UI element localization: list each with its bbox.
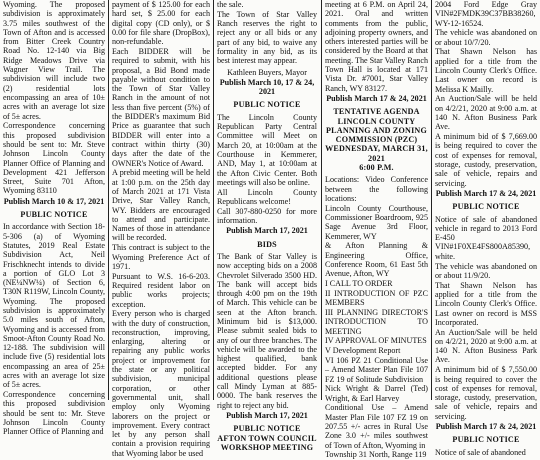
correspondence-paragraph: Correspondence concerning this proposed subdivision should be sent to: Mr. Steve Johnson Lincoln County Planner Office of Planning and Development 421 Jefferson Street, Suite 701 Afton, Wyoming 83110 <box>3 121 105 196</box>
notice-text: The vehicle was abandoned on or about 10/7/20. <box>435 28 537 47</box>
vehicle-description: 2004 Ford Edge Gray VIN#2FMDK39C37BB38260, WY-12-16524. <box>435 0 537 28</box>
notice-text: Call 307-880-0250 for more information. <box>217 206 317 226</box>
agenda-item: IV APPROVAL OF MINUTES <box>325 336 427 346</box>
subdivision-notice-body: Wyoming. The proposed subdivision is approximately 3.75 miles southwest of the Town of Afton and is accessed from Bitter Creek Country Road No. 12-140 via Big Ridge Meadows Drive via Wagner View Trail. The subdivision will include two (2) residential lots encompassing an area of 10± acres with an average lot size of 5± acres. <box>3 0 105 121</box>
notice-text: A minimum bid of $ 7,669.00 is being required to cover the cost of expenses for removal, storage, custody, preservation, sale of vehicle, repairs and servicing. <box>435 132 537 188</box>
subdivision-notice-body: In accordance with Section 18-5-306 (a) of Wyoming Statutes, 2019 Real Estate Subdivision Act, Neil Frischknecht intends to divide a portion of GLO Lot 3 (NE¼NW¼) of Section 6, T30N R119W, Lincoln County, Wyoming. The proposed subdivision is approximately 5.0 miles south of Afton, Wyoming and is accessed from Smoot-Afton County Road No. 12-188. The subdivision will include five (5) residential lots encompassing an area of 25± acres with an average lot size of 5± acres. <box>3 222 105 390</box>
agenda-item: III PLANNING DIRECTOR'S INTRODUCTION TO MEETING <box>325 308 428 336</box>
publish-dates: Publish March 17 & 24, 2021 <box>435 422 537 432</box>
agenda-text: Lincoln County Courthouse, Commissioner Boardroom, 925 Sage Avenue 3rd Floor, Kemmerer, WY <box>325 203 428 241</box>
agenda-text: Locations: Video Conference between the following locations: <box>325 175 428 203</box>
column-5 <box>435 0 537 457</box>
notice-text: An Auction/Sale will be held on 4/2/21, 2020 at 9:00 a.m. at 140 N. Afton Business Park Ave. <box>435 327 537 365</box>
column-4 <box>325 0 428 460</box>
agenda-heading: TENTATIVE AGENDA LINCOLN COUNTY PLANNING AND ZONING COMMISSION (PZC) WEDNESDAY, MARCH 31, 2021 6:00 P.M. <box>325 107 428 173</box>
notice-heading: BIDS <box>257 239 277 249</box>
column-divider <box>431 0 432 400</box>
notice-heading: PUBLIC NOTICE <box>452 435 520 445</box>
agenda-item: I CALL TO ORDER <box>325 279 393 289</box>
notice-heading: PUBLIC NOTICE <box>452 202 520 212</box>
vehicle-description: Notice of sale of abandoned vehicle in regard to 2013 Ford E-450 VIN#1F0XE4FS800A85390, white. <box>435 214 537 261</box>
publish-dates: Publish March 17 & 24, 2021 <box>435 188 537 198</box>
notice-text: The Bank of Star Valley is now accepting bids on a 2008 Chevrolet Silverado 3500 HD. The bank will accept bids through 4:00 pm on the 19th of March. This vehicle can be seen at the Afton branch. Minimum bid is $13,000. Please submit sealed bids to any of our three branches. The vehicle will be awarded to the highest qualified, bank accepted bidder. For any additional questions please call Mindy Lyman at 885-0000. The bank reserves the right to reject any bid. <box>217 251 317 410</box>
notice-text: The Town of Star Valley Ranch reserves the right to reject any or all bids or any part of any bid, to waive any formality in any bid, as its best interest may appear. <box>217 9 317 66</box>
column-divider <box>321 0 322 400</box>
agenda-item: II INTRODUCTION OF PZC MEMBERS <box>325 288 428 308</box>
notice-text: That Shawn Nelson has applied for a title from the Lincoln County Clerk's Office. Last owner on record is MSS Incorporated. <box>435 280 537 327</box>
publish-dates: Publish March 17 & 24, 2021 <box>326 93 427 103</box>
notice-heading: PUBLIC NOTICE <box>233 100 301 110</box>
mayor-signature: Kathleen Buyers, Mayor <box>227 67 307 77</box>
publish-dates: Publish March 17, 2021 <box>226 410 308 420</box>
notice-heading: PUBLIC NOTICE AFTON TOWN COUNCIL WORKSHOP MEETING <box>217 424 317 452</box>
column-divider <box>213 0 214 400</box>
column-2 <box>112 0 210 458</box>
notice-text: the sale. <box>217 0 244 9</box>
publish-dates: Publish March 17, 2021 <box>226 226 308 236</box>
column-divider <box>108 0 109 400</box>
notice-text: meeting at 6 P.M. on April 24, 2021. Oral and written comments from the public, adjoining property owners, and others interested parties will be considered by the Board at that meeting. The Star Valley Ranch Town Hall is located at 171 Vista Dr. #7001, Star Valley Ranch, WY 83127. <box>325 0 428 93</box>
notice-text: An Auction/Sale will be held on 4/2/21, 2020 at 9:00 a.m. at 140 N. Afton Business Park Ave. <box>435 94 537 132</box>
agenda-item: VI 106 PZ 21 Conditional Use – Amend Master Plan File 107 FZ 19 of Solitude Subdivision <box>325 355 428 384</box>
column-1 <box>3 0 105 437</box>
labor-requirement-paragraph: Every person who is charged with the duty of construction, reconstruction, improving, enlarging, altering or repairing any public works project or improvement for the state or any political subdivision, municipal corporation, or other governmental unit, shall employ only Wyoming laborers on the project or improvement. Every contract let by any person shall contain a provision requiring that Wyoming labor be used <box>112 309 210 458</box>
publish-dates: Publish March 10, 17 & 24, 2021 <box>219 77 315 97</box>
publish-dates: Publish March 10 & 17, 2021 <box>3 196 105 206</box>
notice-heading: PUBLIC NOTICE <box>20 210 88 220</box>
agenda-text: Conditional Use – Amend Master Plan File 107 FZ 19 on 207.55 +/- acres in Rural Use Zone 3.0 +/- miles southwest of Town of Afton, Wyoming in <box>325 403 428 450</box>
notice-text: A minimum bid of $ 7,550.00 is being required to cover the cost of expenses for removal, storage, custody, preservation, sale of vehicle, repairs and servicing. <box>435 365 537 421</box>
notice-text: Notice of sale of abandoned <box>435 447 526 457</box>
agenda-text: Nick Wright & Darrel (Ted) Wright, & Earl Harvey <box>325 384 428 403</box>
notice-text: That Shawn Nelson has applied for a title from the Lincoln County Clerk's Office. Last owner on record is Melissa K Mailly. <box>435 47 537 94</box>
bid-documents-fee: payment of $ 125.00 for each hard set, $ 25.00 for each digital copy (CD only), or $ 0.00 for file share (DropBox), non-refundable. <box>112 0 210 47</box>
notice-text: The Lincoln County Republican Party Central Committee will Meet on March 20, at 10:00am at the Courthouse in Kemmerer, AND, May 1, at 10:00am at the Afton Civic Center. Both meetings will also be online. <box>217 112 317 187</box>
notice-text: All Lincoln County Republicans welcome! <box>217 187 317 206</box>
notice-text: The vehicle was abandoned on or about 11/9/20. <box>435 261 537 280</box>
agenda-item: V Development Report <box>325 346 401 356</box>
column-3 <box>217 0 317 452</box>
agenda-text: Township 31 North, Range 119 <box>325 450 427 460</box>
bid-bond-paragraph: Each BIDDER will be required to submit, with his proposal, a Bid Bond made payable without condition to the Town of Star Valley Ranch in the amount of not less than five percent (5%) of the BIDDER's maximum Bid Price as guarantee that such BIDDER will enter into a contract within thirty (30) days after the date of the OWNER's Notice of Award. <box>112 46 210 168</box>
statute-paragraph: Pursuant to W.S. 16-6-203. Required resident labor on public works projects; exception. <box>112 271 210 309</box>
correspondence-paragraph: Correspondence concerning this proposed subdivision should be sent to: Mr. Steve Johnson Lincoln County Planner Office of Planning and <box>3 390 105 437</box>
preference-act-paragraph: This contract is subject to the Wyoming Preference Act of 1971. <box>112 243 210 271</box>
agenda-text: & Afton Planning & Engineering Office, Conference Room, 61 East 5th Avenue, Afton, WY <box>325 241 428 279</box>
prebid-meeting-paragraph: A prebid meeting will be held at 1:00 p.m. on the 25th day of March 2021 at 171 Vista Drive, Star Valley Ranch, WY. Bidders are encouraged to attend and participate. Names of those in attendance will be recorded. <box>112 168 210 243</box>
